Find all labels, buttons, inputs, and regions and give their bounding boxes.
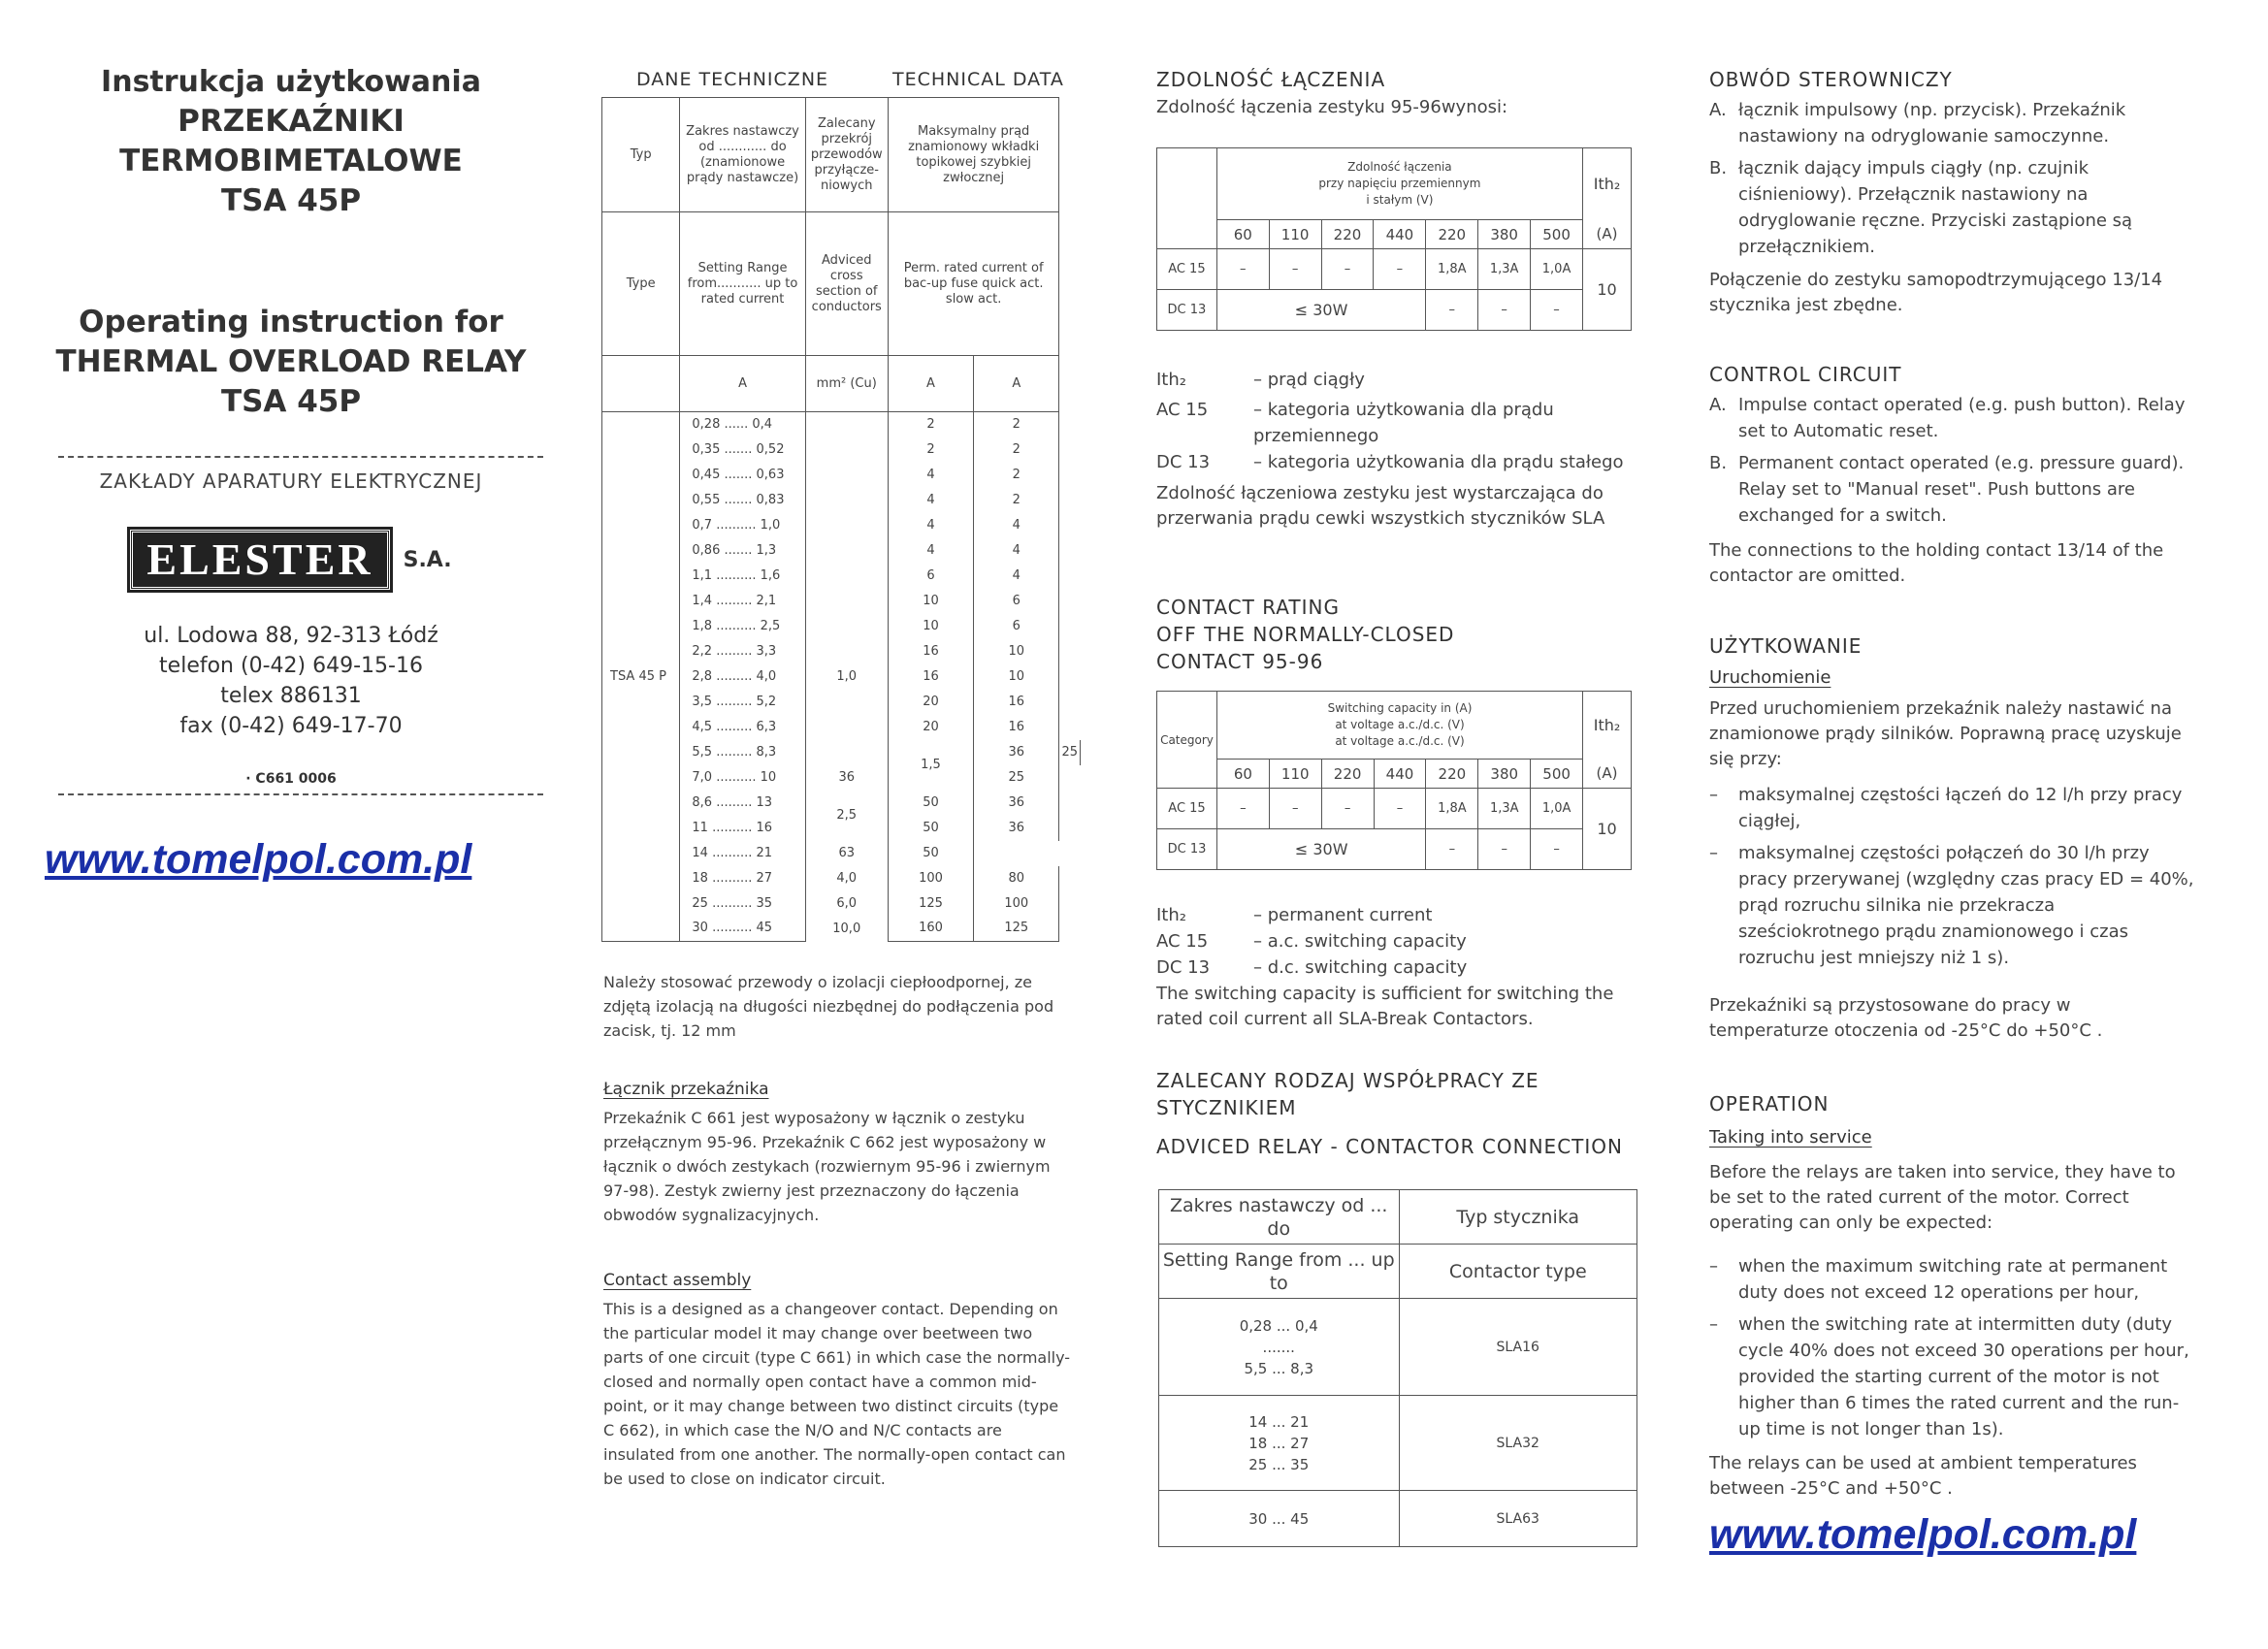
text-en: This is a designed as a changeover contact. Depending on the particular model it may change over beetween two parts of one circuit (type C 661) in which case the normally-closed and normally open contact have a common mid-point, or it may change between two distinct circuits (type C 662), in which case the N/O and N/C contacts are insulated from one another. The normally-open contact can be used to close on indicator circuit. [603, 1300, 1071, 1488]
value-cell: – [1478, 829, 1531, 870]
quick-fuse-cell: 4 [888, 538, 973, 564]
category-cell: AC 15 [1157, 789, 1217, 829]
cell: Setting Range from........... up to rated current [680, 212, 805, 356]
cell: Zalecany przekrój przewodów przyłącze- niowych [805, 98, 888, 212]
cell: A [888, 356, 973, 412]
cross-cell: 2,5 [805, 791, 888, 841]
website-text[interactable]: www.tomelpol.com.pl [1709, 1511, 2137, 1558]
cell [1157, 148, 1217, 220]
slow-fuse-cell: 6 [974, 589, 1059, 614]
legend-key: DC 13 [1156, 957, 1211, 978]
subheading-pl: Łącznik przekaźnika [603, 1080, 769, 1099]
slow-fuse-cell: 36 [974, 816, 1059, 841]
intro-pl: Zdolność łączenia zestyku 95-96wynosi: [1156, 97, 1508, 117]
quick-fuse-cell: 10 [888, 589, 973, 614]
subheading-operation-en: Taking into service [1709, 1127, 1872, 1148]
voltage-cell: 220 [1321, 220, 1374, 249]
list-text: łącznik dający impuls ciągły (np. czujnik ciśnieniowy). Przełącznik nastawiony na odryglowanie ręczne. Przyciski zastąpione są przełącznikiem. [1738, 158, 2133, 257]
range-cell: 30 .......... 45 [680, 917, 805, 942]
header-line: Zdolność łączenia [1347, 160, 1452, 174]
cell: Setting Range from ... up to [1159, 1245, 1400, 1299]
cell: Contactor type [1399, 1245, 1637, 1299]
slow-fuse-cell: 4 [974, 538, 1059, 564]
range-cell: 18 .......... 27 [680, 866, 805, 891]
voltage-cell: 380 [1478, 220, 1531, 249]
heading-coop-pl: ZALECANY RODZAJ WSPÓŁPRACY ZE STYCZNIKIEM [1156, 1069, 1539, 1119]
cell: mm² (Cu) [805, 356, 888, 412]
voltage-cell: 500 [1531, 220, 1583, 249]
table-row [1159, 1299, 1637, 1396]
list-text: when the maximum switching rate at permanent duty does not exceed 12 operations per hour, [1738, 1256, 2168, 1303]
list-marker: – [1709, 1256, 1718, 1277]
title-polish [39, 62, 543, 221]
value-cell: – [1216, 249, 1269, 290]
slow-fuse-cell: 100 [974, 891, 1059, 917]
list-marker: – [1709, 1314, 1718, 1335]
legend-row [1156, 449, 1641, 475]
title-english [39, 303, 543, 422]
heading-pl: DANE TECHNICZNE [636, 69, 829, 90]
legend-en [1156, 902, 1641, 981]
slow-fuse-cell: 36 [974, 791, 1059, 816]
table-row [1159, 1491, 1637, 1547]
list-item [1709, 97, 2194, 149]
switching-capacity-column [1152, 0, 1657, 1649]
list-item [1709, 782, 2194, 834]
contactor-type-cell: SLA16 [1399, 1299, 1637, 1396]
value-cell: – [1269, 789, 1321, 829]
cell: Maksymalny prąd znamionowy wkładki topikowej szybkiej zwłocznej [888, 98, 1059, 212]
range-line: ....... [1262, 1338, 1295, 1356]
cell: Typ [602, 98, 680, 212]
quick-fuse-cell: 36 [974, 740, 1059, 765]
heading-line: OFF THE NORMALLY-CLOSED [1156, 623, 1455, 646]
category-cell: DC 13 [1157, 290, 1217, 331]
range-line: 25 ... 35 [1248, 1455, 1310, 1473]
subheading-en: Contact assembly [603, 1271, 752, 1290]
legend-row [1156, 954, 1641, 981]
unit-cell: (A) [1583, 220, 1632, 249]
operation-note-en: The relays can be used at ambient temperatures between -25°C and +50°C . [1709, 1453, 2137, 1499]
header-line: przy napięciu przemiennym [1318, 177, 1481, 190]
technical-data-table [601, 97, 1081, 942]
cell: Type [602, 212, 680, 356]
cell: Perm. rated current of bac-up fuse quick act. slow act. [888, 212, 1059, 356]
cross-cell [805, 412, 888, 589]
header-line: i stałym (V) [1366, 193, 1434, 207]
quick-fuse-cell: 10 [888, 614, 973, 639]
category-cell: AC 15 [1157, 249, 1217, 290]
quick-fuse-cell: 16 [888, 639, 973, 664]
quick-fuse-cell: 4 [888, 463, 973, 488]
quick-fuse-cell: 50 [888, 791, 973, 816]
value-cell: – [1269, 249, 1321, 290]
control-note-en: The connections to the holding contact 13/14 of the contactor are omitted. [1709, 540, 2164, 586]
value-cell: – [1426, 290, 1478, 331]
heading-control-pl: OBWÓD STEROWNICZY [1709, 68, 1953, 91]
quick-fuse-cell: 50 [888, 816, 973, 841]
document-code: · C661 0006 [245, 771, 337, 787]
range-line: 30 ... 45 [1248, 1509, 1310, 1528]
website-link[interactable] [1709, 1511, 2136, 1559]
value-cell: – [1321, 249, 1374, 290]
legend-key: Ith₂ [1156, 370, 1186, 390]
list-item [1709, 840, 2194, 971]
control-list-pl [1709, 97, 2194, 266]
header-line: Switching capacity in (A) [1327, 701, 1473, 715]
legend-value: – permanent current [1253, 905, 1433, 925]
value-cell: ≤ 30W [1216, 290, 1426, 331]
voltage-cell: 60 [1216, 760, 1269, 789]
legend-value: – kategoria użytkowania dla prądu przemiennego [1253, 400, 1554, 446]
legend-value: – kategoria użytkowania dla prądu stałego [1253, 452, 1624, 472]
slow-fuse-cell: 10 [974, 639, 1059, 664]
value-cell: – [1426, 829, 1478, 870]
list-marker: A. [1709, 395, 1727, 415]
quick-fuse-cell: 2 [888, 412, 973, 437]
use-list-pl [1709, 782, 2194, 977]
table-rows [1159, 1299, 1637, 1547]
voltage-cell: 500 [1531, 760, 1583, 789]
operation-list-en [1709, 1253, 2194, 1448]
legend-key: AC 15 [1156, 931, 1209, 952]
range-cell [1159, 1299, 1400, 1396]
heading-line: CONTACT RATING [1156, 596, 1340, 619]
range-cell: 25 .......... 35 [680, 891, 805, 917]
legend-value: – d.c. switching capacity [1253, 957, 1468, 978]
category-cell: DC 13 [1157, 829, 1217, 870]
title-line: TSA 45P [220, 384, 362, 419]
list-marker: B. [1709, 453, 1728, 473]
cover-column [39, 0, 543, 1649]
cell [1216, 692, 1582, 760]
cell [1157, 220, 1217, 249]
quick-fuse-cell: 20 [888, 690, 973, 715]
divider [58, 456, 543, 458]
slow-fuse-cell: 25 [1059, 740, 1081, 765]
cross-cell: 4,0 [805, 866, 888, 891]
range-cell: 3,5 ......... 5,2 [680, 690, 805, 715]
voltage-cell: 220 [1426, 760, 1478, 789]
operation-intro-en: Before the relays are taken into service, they have to be set to the rated current of the motor. Correct operating can only be expected: [1709, 1162, 2176, 1233]
legend-key: DC 13 [1156, 452, 1211, 472]
list-marker: – [1709, 785, 1718, 805]
ith-value-cell: 10 [1583, 789, 1632, 870]
control-note-pl: Połączenie do zestyku samopodtrzymującego 13/14 stycznika jest zbędne. [1709, 270, 2163, 315]
slow-fuse-cell: 6 [974, 614, 1059, 639]
cell: Typ stycznika [1399, 1190, 1637, 1245]
note-pl: Należy stosować przewody o izolacji ciepłoodpornej, ze zdjętą izolacją na długości niezbędnej do podłączenia pod zacisk, tj. 12 mm [603, 973, 1054, 1040]
legend-value: – a.c. switching capacity [1253, 931, 1467, 952]
value-cell: – [1374, 789, 1426, 829]
heading-line: CONTACT 95-96 [1156, 650, 1324, 673]
quick-fuse-cell: 6 [888, 564, 973, 589]
slow-fuse-cell: 80 [974, 866, 1059, 891]
slow-fuse-cell: 16 [974, 690, 1059, 715]
contactor-type-cell: SLA32 [1399, 1396, 1637, 1491]
cell: A [680, 356, 805, 412]
quick-fuse-cell: 125 [888, 891, 973, 917]
list-item [1709, 1253, 2194, 1306]
quick-fuse-cell: 4 [888, 488, 973, 513]
list-item [1709, 155, 2194, 260]
relay-contactor-table [1158, 1189, 1637, 1547]
heading-coop-en: ADVICED RELAY - CONTACTOR CONNECTION [1156, 1135, 1623, 1158]
heading-use-pl: UŻYTKOWANIE [1709, 634, 1863, 658]
subheading-use-pl: Uruchomienie [1709, 667, 1831, 688]
address-line: telex 886131 [220, 684, 362, 708]
value-cell: 1,8A [1426, 249, 1478, 290]
title-line: TSA 45P [220, 183, 362, 218]
divider [58, 793, 543, 795]
title-line: TERMOBIMETALOWE [119, 144, 463, 178]
range-line: 5,5 ... 8,3 [1244, 1359, 1314, 1377]
range-cell: 0,86 ....... 1,3 [680, 538, 805, 564]
quick-fuse-cell: 160 [888, 917, 973, 942]
cross-cell: 6,0 [805, 891, 888, 917]
range-line: 14 ... 21 [1248, 1412, 1310, 1431]
range-line: 18 ... 27 [1248, 1434, 1310, 1452]
address-line: ul. Lodowa 88, 92-313 Łódź [144, 624, 438, 648]
use-note-pl: Przekaźniki są przystosowane do pracy w temperaturze otoczenia od -25°C do +50°C . [1709, 995, 2103, 1041]
switching-table-pl [1156, 147, 1632, 331]
slow-fuse-cell: 25 [974, 765, 1059, 791]
list-marker: – [1709, 843, 1718, 863]
list-item [1709, 1311, 2194, 1442]
range-cell: 11 .......... 16 [680, 816, 805, 841]
logo-suffix: S.A. [403, 547, 452, 572]
list-text: Impulse contact operated (e.g. push button). Relay set to Automatic reset. [1738, 395, 2186, 441]
range-cell: 1,8 .......... 2,5 [680, 614, 805, 639]
type-cell: TSA 45 P [602, 412, 680, 942]
address-line: fax (0-42) 649-17-70 [179, 714, 403, 738]
cell: Ith₂ [1583, 148, 1632, 220]
range-cell: 4,5 ......... 6,3 [680, 715, 805, 740]
range-cell: 0,45 ....... 0,63 [680, 463, 805, 488]
header-line: at voltage a.c./d.c. (V) [1335, 718, 1465, 731]
unit-cell: (A) [1583, 760, 1632, 789]
note-pl: Zdolność łączeniowa zestyku jest wystarczająca do przerwania prądu cewki wszystkich styczników SLA [1156, 483, 1605, 529]
cell: Category [1157, 692, 1217, 789]
cell: Adviced cross section of conductors [805, 212, 888, 356]
elester-logo: ELESTER [130, 530, 389, 590]
range-cell: 1,1 .......... 1,6 [680, 564, 805, 589]
list-text: łącznik impulsowy (np. przycisk). Przekaźnik nastawiony na odryglowanie samoczynne. [1738, 100, 2126, 146]
cell: Zakres nastawczy od ... do [1159, 1190, 1400, 1245]
slow-fuse-cell: 10 [974, 664, 1059, 690]
range-cell: 0,28 ...... 0,4 [680, 412, 805, 437]
range-cell: 1,4 ......... 2,1 [680, 589, 805, 614]
cell: Zakres nastawczy od ............ do (znamionowe prądy nastawcze) [680, 98, 805, 212]
control-list-en [1709, 392, 2194, 534]
voltage-cell: 110 [1269, 220, 1321, 249]
voltage-cell: 220 [1321, 760, 1374, 789]
legend-value: – prąd ciągły [1253, 370, 1365, 390]
list-text: maksymalnej częstości łączeń do 12 l/h przy pracy ciągłej, [1738, 785, 2183, 831]
cross-cell: 1,0 [805, 589, 888, 765]
heading-operation-en: OPERATION [1709, 1092, 1830, 1116]
list-marker: A. [1709, 100, 1727, 120]
cross-cell: 10,0 [805, 917, 888, 942]
range-cell: 2,2 ......... 3,3 [680, 639, 805, 664]
slow-fuse-cell: 2 [974, 412, 1059, 437]
legend-key: Ith₂ [1156, 905, 1186, 925]
title-line: THERMAL OVERLOAD RELAY [55, 344, 527, 379]
technical-data-column [601, 0, 1106, 1649]
website-text[interactable]: www.tomelpol.com.pl [45, 836, 472, 883]
heading-control-en: CONTROL CIRCUIT [1709, 363, 1902, 386]
quick-fuse-cell: 4 [888, 513, 973, 538]
list-text: when the switching rate at intermitten duty (duty cycle 40% does not exceed 30 operations per hour, provided the starting current of the motor is not higher than 6 times the rated current and the run-up time is not longer than 1s). [1738, 1314, 2189, 1439]
company-logo [39, 530, 543, 590]
value-cell: – [1531, 290, 1583, 331]
factory-name: ZAKŁADY APARATURY ELEKTRYCZNEJ [99, 469, 483, 493]
title-line: Operating instruction for [79, 305, 503, 340]
legend-row [1156, 928, 1641, 954]
value-cell: – [1374, 249, 1426, 290]
slow-fuse-cell: 16 [974, 715, 1059, 740]
website-link[interactable] [45, 836, 549, 884]
table-row [602, 412, 1081, 437]
title-line: Instrukcja użytkowania [101, 65, 481, 99]
quick-fuse-cell: 36 [805, 765, 888, 791]
cell [1216, 148, 1582, 220]
control-operation-column [1709, 0, 2214, 1649]
voltage-cell: 380 [1478, 760, 1531, 789]
ith-value-cell: 10 [1583, 249, 1632, 331]
range-cell: 0,7 .......... 1,0 [680, 513, 805, 538]
switching-table-en [1156, 691, 1632, 870]
value-cell: ≤ 30W [1216, 829, 1425, 870]
value-cell: 1,0A [1531, 249, 1583, 290]
note-en: The switching capacity is sufficient for switching the rated coil current all SLA-Break Contactors. [1156, 984, 1614, 1029]
cell [602, 356, 680, 412]
value-cell: 1,0A [1531, 789, 1583, 829]
quick-fuse-cell: 2 [888, 437, 973, 463]
cell: Ith₂ [1583, 692, 1632, 760]
address-block [39, 621, 543, 741]
range-cell: 14 .......... 21 [680, 841, 805, 866]
legend-pl [1156, 367, 1641, 475]
heading-en [1156, 594, 1454, 675]
cell: A [974, 356, 1059, 412]
voltage-cell: 220 [1426, 220, 1478, 249]
slow-fuse-cell: 2 [974, 463, 1059, 488]
voltage-cell: 440 [1374, 760, 1426, 789]
voltage-cell: 110 [1269, 760, 1321, 789]
legend-row [1156, 367, 1641, 393]
range-cell: 8,6 ......... 13 [680, 791, 805, 816]
text-pl: Przekaźnik C 661 jest wyposażony w łącznik o zestyku przełącznym 95-96. Przekaźnik C 662 jest wyposażony w łącznik o dwóch zestykach (rozwiernym 95-96 i zwiernym 97-98). Zestyk zwierny jest przeznaczony do łączenia obwodów sygnalizacyjnych. [603, 1109, 1051, 1224]
value-cell: 1,8A [1426, 789, 1478, 829]
value-cell: – [1216, 789, 1269, 829]
list-text: maksymalnej częstości połączeń do 30 l/h przy pracy przerywanej (względny czas pracy ED = 40%, prąd rozruchu silnika nie przekracza sześciokrotnego prądu znamionowego i czas rozruchu jest mniejszy niż 1 s). [1738, 843, 2194, 968]
range-cell [1159, 1491, 1400, 1547]
quick-fuse-cell: 100 [888, 866, 973, 891]
address-line: telefon (0-42) 649-15-16 [159, 654, 423, 678]
list-item [1709, 450, 2194, 529]
list-item [1709, 392, 2194, 444]
range-line: 0,28 ... 0,4 [1239, 1316, 1318, 1335]
slow-fuse-cell: 50 [888, 841, 973, 866]
range-cell: 0,55 ....... 0,83 [680, 488, 805, 513]
voltage-cell: 60 [1216, 220, 1269, 249]
slow-fuse-cell: 4 [974, 513, 1059, 538]
range-cell [1159, 1396, 1400, 1491]
value-cell: 1,3A [1478, 789, 1531, 829]
table-rows [602, 412, 1081, 942]
value-cell: 1,3A [1478, 249, 1531, 290]
quick-fuse-cell: 16 [888, 664, 973, 690]
slow-fuse-cell: 2 [974, 437, 1059, 463]
range-cell: 5,5 ......... 8,3 [680, 740, 805, 765]
value-cell: – [1321, 789, 1374, 829]
value-cell: – [1531, 829, 1583, 870]
title-line: PRZEKAŹNIKI [178, 104, 405, 139]
legend-key: AC 15 [1156, 400, 1209, 420]
cross-cell: 1,5 [888, 740, 973, 791]
range-cell: 7,0 .......... 10 [680, 765, 805, 791]
quick-fuse-cell: 63 [805, 841, 888, 866]
slow-fuse-cell: 125 [974, 917, 1059, 942]
heading-en: TECHNICAL DATA [892, 69, 1064, 90]
legend-row [1156, 397, 1641, 449]
contactor-type-cell: SLA63 [1399, 1491, 1637, 1547]
list-marker: B. [1709, 158, 1728, 178]
quick-fuse-cell: 20 [888, 715, 973, 740]
range-cell: 0,35 ....... 0,52 [680, 437, 805, 463]
legend-row [1156, 902, 1641, 928]
voltage-cell: 440 [1374, 220, 1426, 249]
use-intro-pl: Przed uruchomieniem przekaźnik należy nastawić na znamionowe prądy silników. Poprawną pracę uzyskuje się przy: [1709, 698, 2182, 769]
table-row [1159, 1396, 1637, 1491]
value-cell: – [1478, 290, 1531, 331]
heading-pl: ZDOLNOŚĆ ŁĄCZENIA [1156, 68, 1386, 91]
header-line: at voltage a.c./d.c. (V) [1335, 734, 1465, 748]
list-text: Permanent contact operated (e.g. pressure guard). Relay set to "Manual reset". Push buttons are exchanged for a switch. [1738, 453, 2185, 526]
range-cell: 2,8 ......... 4,0 [680, 664, 805, 690]
slow-fuse-cell: 2 [974, 488, 1059, 513]
slow-fuse-cell: 4 [974, 564, 1059, 589]
